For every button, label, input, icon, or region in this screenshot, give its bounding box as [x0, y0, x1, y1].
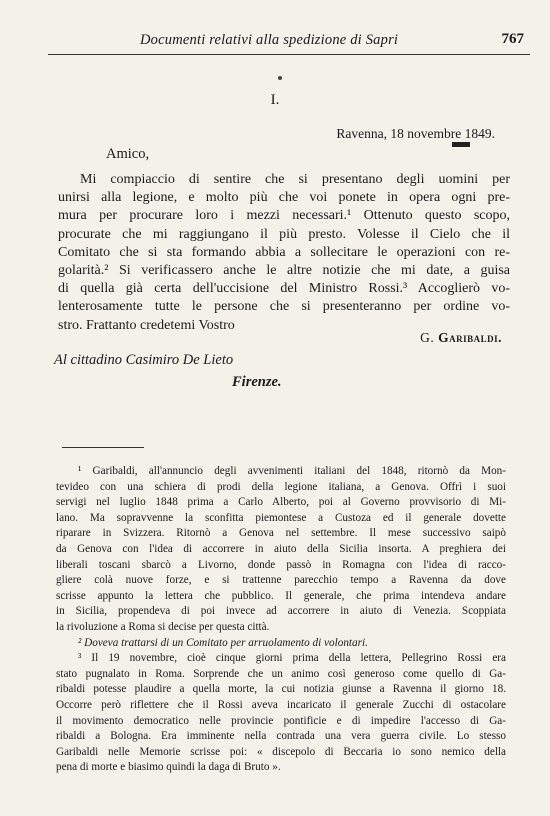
letter-line: Mi compiaccio di sentire che si presentano degli uomini per: [80, 172, 510, 187]
letter-line: procurate che mi raggiungano il più presto. Volesse il Cielo che il: [58, 226, 510, 242]
footnote-line: ³ Il 19 novembre, cioè cinque giorni prima della lettera, Pellegrino Rossi era: [78, 652, 506, 665]
signature: [420, 330, 502, 346]
recipient: Al cittadino Casimiro De Lieto: [54, 352, 234, 368]
signature-name: Garibaldi.: [438, 330, 502, 345]
letter-line: di quella già certa dell'uccisione del Ministro Rossi.³ Accoglierò vo-: [58, 281, 510, 297]
ink-speck: [278, 76, 282, 80]
footnote-line: tevideo con una schiera di prodi della legione italiana, a Genova. Offrì i suoi: [56, 480, 506, 493]
page-number: 767: [501, 31, 524, 47]
footnote-separator: [62, 447, 144, 448]
footnote-line: da Genova con l'idea di accorrere in aiuto della Sicilia insorta. A preghiera dei: [56, 542, 506, 555]
footnote-line: servigi nel luglio 1848 prima a Carlo Alberto, poi al Governo provvisorio di Mi-: [56, 496, 506, 509]
footnote-line: in Sicilia, propendeva di poi invece ad accorrere in aiuto di Venezia. Scoppiata: [56, 605, 506, 618]
footnote-line: pena di morte e biasimo quindi la daga di Bruto ».: [56, 761, 281, 774]
footnote-line: ¹ Garibaldi, all'annuncio degli avvenimenti italiani del 1848, ritornò da Mon-: [78, 465, 506, 477]
footnote-line: scrisse appunto la lettera che pubblico. Il generale, che prima intendeva andare: [56, 589, 506, 602]
running-header: [48, 28, 530, 55]
ink-mark: [452, 142, 470, 147]
signature-initial: G.: [420, 330, 435, 345]
footnote-line: Garibaldi nelle Memorie scrisse poi: « discepolo di Beccaria io sono nemico della: [56, 745, 506, 758]
letter-line: mura per procurare loro i mezzi necessari.¹ Ottenuto questo scopo,: [58, 208, 510, 224]
footnote-line: gliere colà nuove forze, e si trattenne parecchio tempo a Ravenna da dove: [56, 574, 506, 587]
footnote-line: il movimento democratico nelle provincie pontificie e di impedire l'accesso di Ga-: [56, 714, 506, 727]
letter-line: golarità.² Si verificassero anche le altre notizie che mi date, a guisa: [58, 263, 510, 279]
dateline: Ravenna, 18 novembre 1849.: [336, 126, 495, 141]
document-number: I.: [270, 92, 280, 108]
letter-body: [58, 171, 510, 335]
header-title: Documenti relativi alla spedizione di Sapri: [140, 32, 399, 48]
footnote-line: liberali toscani sbarcò a Livorno, donde passò in Romagna con l'idea di racco-: [56, 558, 506, 571]
recipient-city: Firenze.: [232, 374, 282, 390]
footnote-line: riparare in Svizzera. Ritornò a Genova nel settembre. Il mese successivo saipò: [56, 527, 506, 540]
letter-line: lenterosamente tutte le persone che si presenteranno per ordine vo-: [58, 299, 510, 315]
footnote-line: ribaldi potesse plaudire a quella morte, la cui notizia giunse a Ravenna il giorno 18.: [56, 683, 506, 696]
footnote-line: Occorre però riflettere che il Rossi aveva incaricato il generale Zucchi di ostacolare: [56, 698, 506, 711]
letter-line: stro. Frattanto credetemi Vostro: [58, 317, 235, 333]
footnote-line: la rivoluzione a Roma si decise per questa città.: [56, 620, 270, 633]
footnote-line: lano. Ma sopravvenne la sconfitta piemontese a Custoza ed il generale dovette: [56, 511, 506, 524]
footnotes: [56, 464, 506, 776]
footnote-line: ² Doveva trattarsi di un Comitato per arruolamento di volontari.: [78, 636, 368, 649]
letter-line: unirsi alla legione, e molto più che voi ponete in opera ogni pre-: [58, 190, 510, 206]
footnote-line: ribaldi a Bologna. Era imminente nella contrada una vera guerra civile. Lo stesso: [56, 730, 506, 743]
salutation: Amico,: [106, 146, 150, 162]
footnote-line: stato pugnalato in Roma. Sorprende che un animo così generoso come quello di Ga-: [56, 667, 506, 680]
letter-line: Comitato che si sta formando abbia a sollecitare le operazioni con re-: [58, 244, 510, 260]
